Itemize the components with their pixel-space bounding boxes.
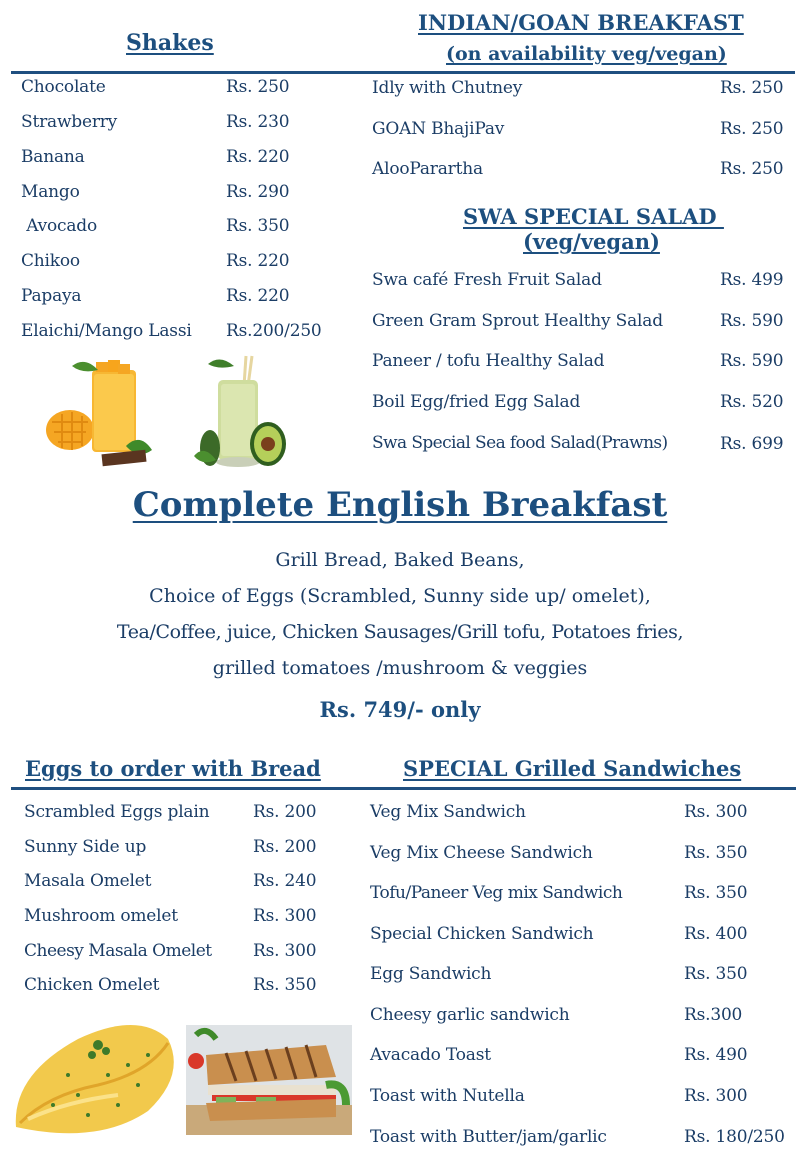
menu-item-name: Egg Sandwich bbox=[370, 964, 492, 984]
menu-item-price: Rs. 250 bbox=[226, 77, 290, 97]
menu-item-price: Rs. 590 bbox=[720, 351, 784, 371]
menu-item-name: Toast with Nutella bbox=[370, 1086, 525, 1106]
indian-divider bbox=[371, 71, 795, 74]
menu-item-price: Rs. 300 bbox=[253, 906, 317, 926]
menu-item-price: Rs. 220 bbox=[226, 251, 290, 271]
description-line: Grill Bread, Baked Beans, bbox=[275, 549, 525, 571]
menu-item-name: Mushroom omelet bbox=[24, 906, 178, 926]
menu-item-price: Rs. 590 bbox=[720, 311, 784, 331]
salad-subtitle: (veg/vegan) bbox=[523, 229, 660, 254]
mango-shake-image bbox=[40, 350, 165, 475]
menu-item-name: Avocado bbox=[21, 216, 98, 236]
menu-item-name: Veg Mix Sandwich bbox=[370, 802, 526, 822]
menu-item-name: Idly with Chutney bbox=[372, 78, 523, 98]
menu-item-price: Rs. 350 bbox=[226, 216, 290, 236]
menu-item-name: Green Gram Sprout Healthy Salad bbox=[372, 311, 663, 331]
menu-item-name: Scrambled Eggs plain bbox=[24, 802, 210, 822]
menu-item-name: Boil Egg/fried Egg Salad bbox=[372, 392, 581, 412]
menu-item-price: Rs. 490 bbox=[684, 1045, 748, 1065]
menu-item-price: Rs. 250 bbox=[720, 159, 784, 179]
sandwiches-heading: SPECIAL Grilled Sandwiches bbox=[403, 756, 742, 781]
english-breakfast-heading: Complete English Breakfast bbox=[132, 485, 668, 525]
menu-item-name: Banana bbox=[21, 147, 85, 167]
menu-item-name: Avacado Toast bbox=[370, 1045, 491, 1065]
menu-item-price: Rs. 520 bbox=[720, 392, 784, 412]
menu-item-price: Rs. 350 bbox=[684, 883, 748, 903]
menu-item-name: GOAN BhajiPav bbox=[372, 119, 505, 139]
menu-item-name: Veg Mix Cheese Sandwich bbox=[370, 843, 593, 863]
menu-item-name: Chicken Omelet bbox=[24, 975, 160, 995]
menu-item-name: Strawberry bbox=[21, 112, 118, 132]
salad-heading: SWA SPECIAL SALAD bbox=[463, 204, 724, 229]
menu-item-name: Swa Special Sea food Salad(Prawns) bbox=[372, 433, 668, 453]
indian-breakfast-subtitle: (on availability veg/vegan) bbox=[446, 43, 727, 65]
english-breakfast-price: Rs. 749/- only bbox=[319, 697, 481, 722]
indian-breakfast-heading: INDIAN/GOAN BREAKFAST bbox=[418, 10, 744, 35]
menu-item-price: Rs. 200 bbox=[253, 802, 317, 822]
menu-item-price: Rs. 400 bbox=[684, 924, 748, 944]
menu-item-price: Rs. 300 bbox=[684, 1086, 748, 1106]
menu-item-name: Cheesy Masala Omelet bbox=[24, 941, 212, 961]
eggs-divider bbox=[11, 787, 361, 790]
menu-item-price: Rs. 240 bbox=[253, 871, 317, 891]
sandwiches-divider bbox=[360, 787, 796, 790]
menu-item-name: Mango bbox=[21, 182, 80, 202]
menu-item-price: Rs. 290 bbox=[226, 182, 290, 202]
menu-item-name: Masala Omelet bbox=[24, 871, 152, 891]
shakes-heading: Shakes bbox=[126, 30, 214, 56]
menu-item-price: Rs. 350 bbox=[684, 964, 748, 984]
eggs-heading: Eggs to order with Bread bbox=[25, 756, 321, 781]
description-line: grilled tomatoes /mushroom & veggies bbox=[212, 657, 588, 679]
menu-item-price: Rs. 250 bbox=[720, 78, 784, 98]
avocado-shake-image bbox=[188, 352, 298, 472]
menu-item-price: Rs. 350 bbox=[253, 975, 317, 995]
menu-item-name: Tofu/Paneer Veg mix Sandwich bbox=[370, 883, 623, 903]
grilled-sandwich-image bbox=[186, 1025, 352, 1135]
menu-item-price: Rs. 300 bbox=[684, 802, 748, 822]
menu-item-name: Chikoo bbox=[21, 251, 80, 271]
menu-item-price: Rs.200/250 bbox=[226, 321, 322, 341]
menu-item-name: Swa café Fresh Fruit Salad bbox=[372, 270, 602, 290]
description-line: Choice of Eggs (Scrambled, Sunny side up/ omelet), bbox=[149, 585, 651, 607]
menu-item-name: Cheesy garlic sandwich bbox=[370, 1005, 570, 1025]
menu-item-price: Rs. 250 bbox=[720, 119, 784, 139]
menu-item-name: Special Chicken Sandwich bbox=[370, 924, 594, 944]
menu-item-price: Rs.300 bbox=[684, 1005, 743, 1025]
menu-item-name: Sunny Side up bbox=[24, 837, 147, 857]
menu-item-name: Papaya bbox=[21, 286, 82, 306]
menu-item-price: Rs. 350 bbox=[684, 843, 748, 863]
menu-item-price: Rs. 699 bbox=[720, 434, 784, 454]
menu-item-name: Paneer / tofu Healthy Salad bbox=[372, 351, 605, 371]
omelet-image bbox=[8, 1015, 180, 1145]
description-line: Tea/Coffee, juice, Chicken Sausages/Grill tofu, Potatoes fries, bbox=[116, 621, 684, 643]
menu-item-price: Rs. 180/250 bbox=[684, 1127, 785, 1147]
menu-item-name: AlooParartha bbox=[372, 159, 483, 179]
menu-item-price: Rs. 200 bbox=[253, 837, 317, 857]
menu-item-name: Toast with Butter/jam/garlic bbox=[370, 1127, 607, 1147]
shakes-divider bbox=[11, 71, 371, 74]
menu-item-price: Rs. 499 bbox=[720, 270, 784, 290]
menu-item-name: Chocolate bbox=[21, 77, 106, 97]
menu-item-price: Rs. 230 bbox=[226, 112, 290, 132]
menu-item-price: Rs. 220 bbox=[226, 147, 290, 167]
menu-item-price: Rs. 300 bbox=[253, 941, 317, 961]
menu-item-name: Elaichi/Mango Lassi bbox=[21, 321, 192, 341]
menu-item-price: Rs. 220 bbox=[226, 286, 290, 306]
